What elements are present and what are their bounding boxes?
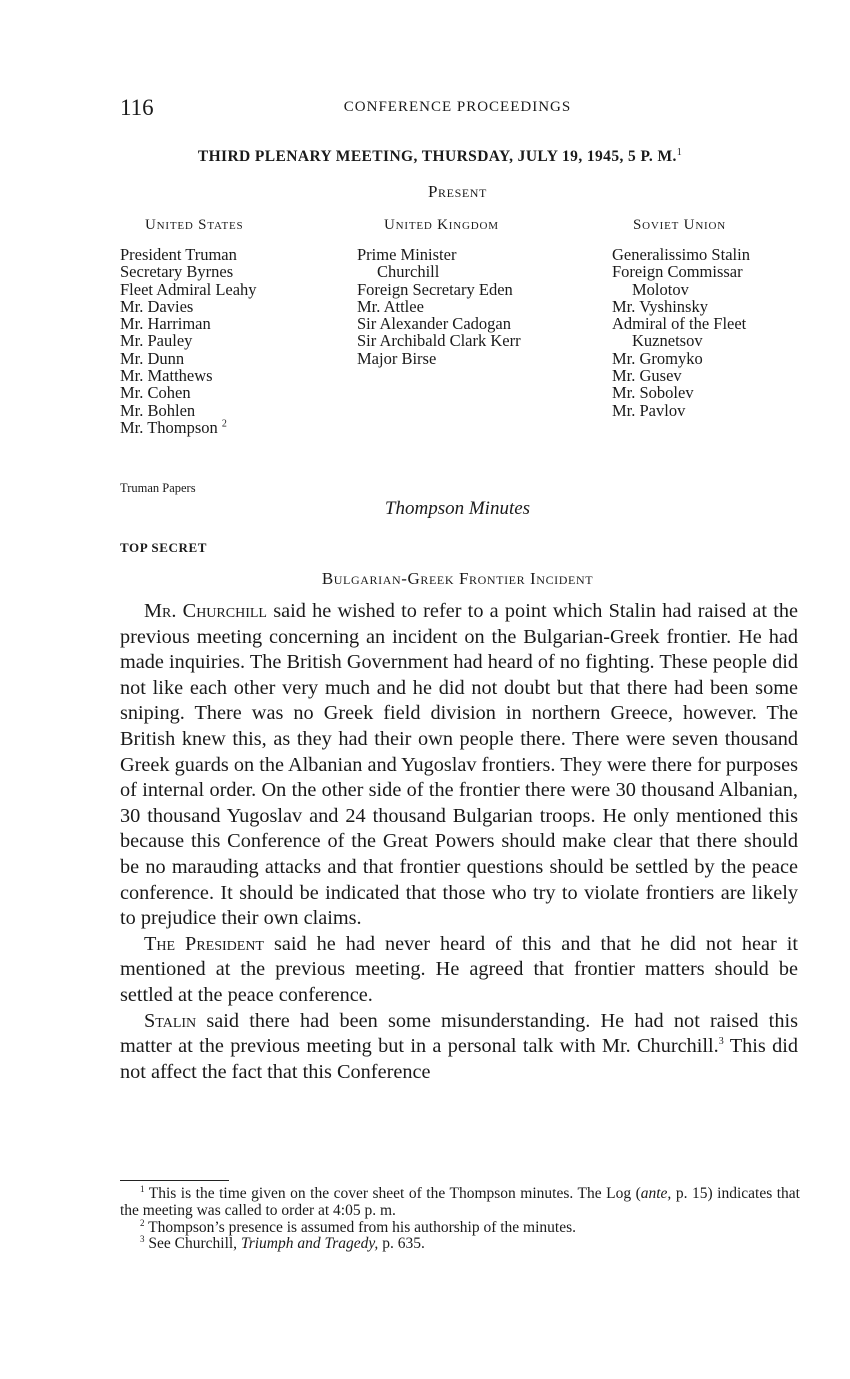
minutes-title: Thompson Minutes (384, 498, 531, 519)
footnotes (120, 1183, 800, 1253)
footnote-text: p. 15) indicates that the meeting was called to order at 4:05 p. m. (120, 1185, 800, 1219)
uk-delegation-heading: United Kingdom (384, 217, 499, 233)
footnote-ref: 3 (718, 1036, 724, 1048)
speaker-name: The President (144, 932, 264, 955)
footnote-divider (120, 1180, 229, 1181)
list-item: Molotov (632, 279, 689, 299)
list-item: Mr. Attlee (357, 296, 424, 316)
us-delegation-list (120, 246, 257, 436)
list-item: Mr. Dunn (120, 348, 185, 368)
running-head: CONFERENCE PROCEEDINGS (343, 99, 572, 115)
list-item: President Truman (120, 245, 237, 264)
list-item: Mr. Cohen (120, 383, 191, 403)
list-item: Mr. Pavlov (612, 400, 686, 420)
list-item (120, 419, 257, 436)
list-item: Prime Minister (357, 245, 457, 264)
list-item: Mr. Vyshinsky (612, 296, 708, 316)
footnote-mark: 2 (140, 1217, 145, 1228)
present-heading: Present (428, 182, 487, 201)
list-item: Mr. Harriman (120, 314, 211, 334)
paragraph (120, 932, 798, 1009)
list-item: Mr. Matthews (120, 366, 213, 386)
footnote-text: This is the time given on the cover sheet of the Thompson minutes. The Log ( (144, 1185, 641, 1202)
footnote-italic: Triumph and Tragedy, (240, 1235, 379, 1253)
list-item: Mr. Bohlen (120, 400, 196, 420)
list-item: Foreign Commissar (612, 262, 743, 282)
list-item: Mr. Gromyko (612, 348, 703, 368)
us-delegation-heading: United States (145, 217, 244, 233)
footnote (120, 1183, 800, 1220)
page-number: 116 (120, 95, 154, 120)
source-label: Truman Papers (120, 481, 196, 495)
footnote (120, 1236, 800, 1253)
footnote-italic: ante, (640, 1185, 672, 1202)
uk-delegation-list (357, 246, 521, 367)
list-item: Secretary Byrnes (120, 262, 234, 282)
minutes-body (120, 599, 798, 1085)
list-item-text: Mr. Thompson (120, 417, 218, 437)
list-item: Mr. Gusev (612, 366, 682, 386)
list-item: Foreign Secretary Eden (357, 279, 513, 299)
classification-label: TOP SECRET (120, 540, 208, 555)
footnote-ref: 2 (221, 418, 227, 430)
list-item: Mr. Pauley (120, 331, 193, 351)
list-item: Mr. Davies (120, 296, 194, 316)
list-item: Fleet Admiral Leahy (120, 279, 257, 299)
soviet-delegation-list (612, 246, 750, 419)
paragraph-text: said he had never heard of this and that he did not hear it mentioned at the previous meeting. He agreed that frontier matters should be settled at the peace conference. (120, 932, 798, 1006)
paragraph (120, 599, 798, 932)
footnote-text: Thompson’s presence is assumed from his authorship of the minutes. (144, 1218, 577, 1236)
paragraph-text: said there had been some misunderstanding. He had not raised this matter at the previous meeting but in a personal talk with Mr. Churchill. (120, 1009, 798, 1058)
meeting-title (0, 148, 850, 166)
paragraph-text: said he wished to refer to a point which Stalin had raised at the previous meeting concerning an incident on the Bulgarian-Greek frontier. He had made inquiries. The British Government had heard of no fighting. These people did not like each other very much and he did not doubt but that there had been some sniping. There was no Greek field division in northern Greece, however. The British knew this, as they had their own people there. There were seven thousand Greek guards on the Albanian and Yugoslav frontiers. They were there for purposes of internal order. On the other side of the frontier there were 30 thousand Albanian, 30 thousand Yugoslav and 24 thousand Bulgarian troops. He only mentioned this because this Conference of the Great Powers should make clear that there should be no marauding attacks and that frontier questions should be settled by the peace conference. It should be indicated that those who try to violate frontiers are likely to prejudice their own claims. (120, 600, 799, 930)
speaker-name: Mr. Churchill (144, 600, 267, 622)
section-title: Bulgarian-Greek Frontier Incident (321, 569, 594, 588)
speaker-name: Stalin (144, 1009, 197, 1032)
footnote-mark: 3 (140, 1234, 145, 1245)
meeting-title-text: THIRD PLENARY MEETING, THURSDAY, JULY 19, 1945, 5 P. M. (197, 148, 677, 165)
footnote-mark: 1 (140, 1183, 145, 1194)
soviet-delegation-heading: Soviet Union (633, 217, 727, 233)
list-item: Sir Archibald Clark Kerr (357, 331, 521, 351)
list-item: Admiral of the Fleet (612, 314, 747, 334)
footnote-text: p. 635. (378, 1235, 425, 1253)
footnote (120, 1217, 800, 1237)
list-item: Major Birse (357, 348, 437, 368)
footnote-text: See Churchill, (144, 1235, 241, 1253)
list-item: Churchill (377, 262, 440, 282)
list-item: Sir Alexander Cadogan (357, 314, 511, 334)
list-item: Mr. Sobolev (612, 383, 694, 403)
footnote-ref: 1 (676, 146, 683, 158)
paragraph-text: This did not affect the fact that this Conference (120, 1035, 798, 1083)
list-item: Generalissimo Stalin (612, 245, 750, 264)
list-item: Kuznetsov (632, 331, 703, 351)
paragraph (120, 1009, 798, 1086)
